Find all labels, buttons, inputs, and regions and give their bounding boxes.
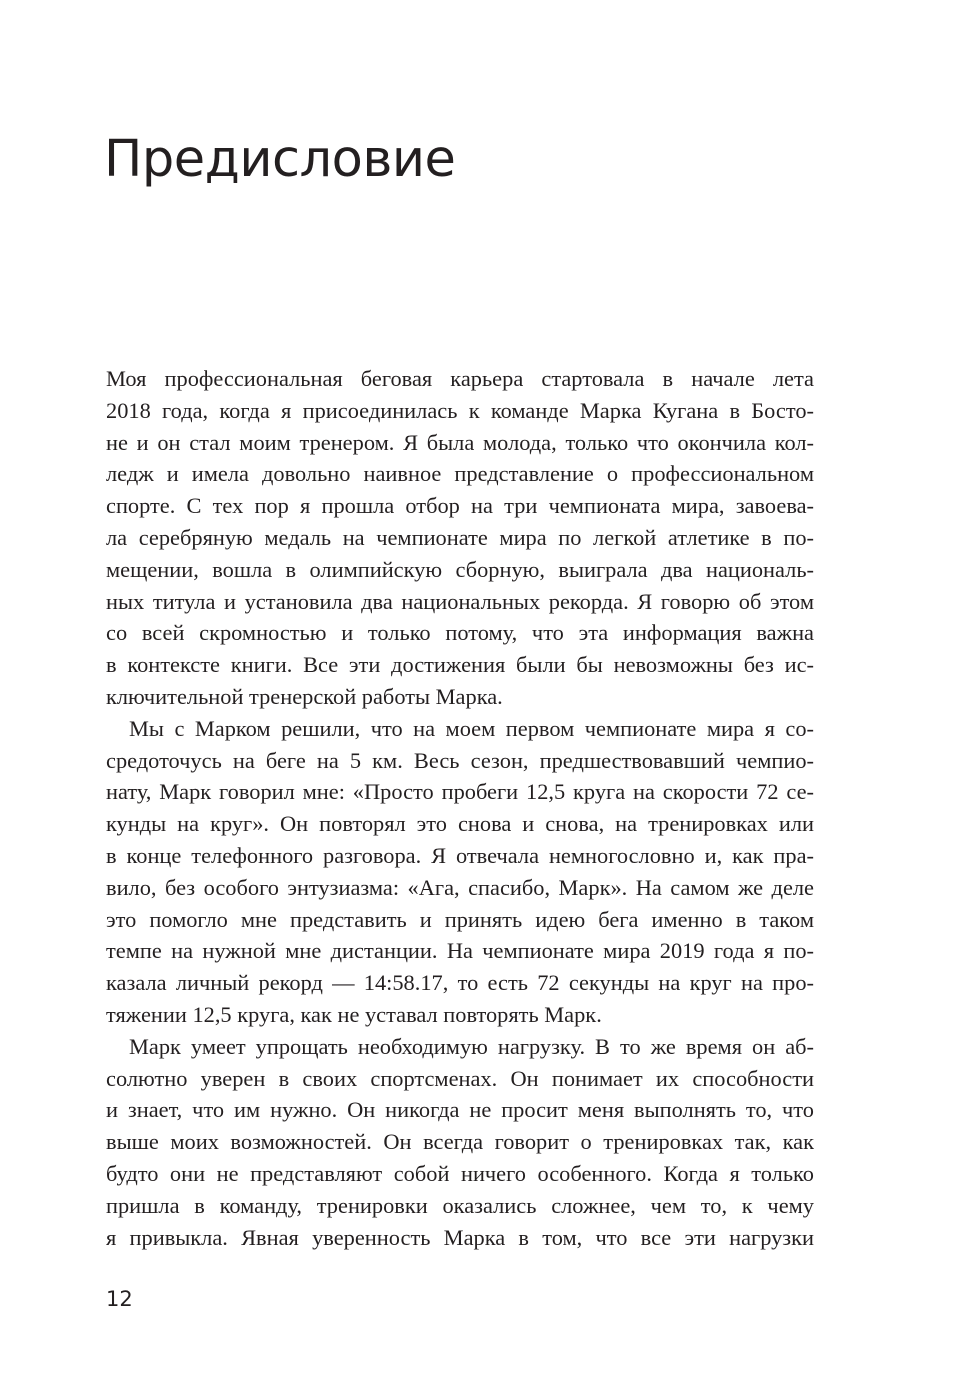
text-line: в контексте книги. Все эти достижения были бы невозможны без ис- (106, 652, 814, 678)
paragraph-2 (106, 713, 814, 1031)
text-line: средоточусь на беге на 5 км. Весь сезон, предшествовавший чемпио- (106, 747, 814, 773)
text-line: Марк умеет упрощать необходимую нагрузку. В то же время он аб- (129, 1033, 814, 1059)
text-line: кунды на круг». Он повторял это снова и снова, на тренировках или (106, 811, 814, 837)
text-line: спорте. С тех пор я прошла отбор на три чемпионата мира, завоева- (106, 493, 814, 519)
page-number: 12 (106, 1287, 133, 1311)
text-line: в конце телефонного разговора. Я отвечала немногословно и, как пра- (106, 842, 814, 868)
text-line: казала личный рекорд — 14:58.17, то есть 72 секунды на круг на про- (106, 970, 814, 996)
text-line: я привыкла. Явная уверенность Марка в том, что все эти нагрузки (106, 1224, 814, 1250)
text-line: со всей скромностью и только потому, что эта информация важна (106, 620, 814, 646)
text-line: ных титула и установила два национальных рекорда. Я говорю об этом (106, 588, 814, 614)
text-line: нату, Марк говорил мне: «Просто пробеги 12,5 круга на скорости 72 се- (106, 779, 814, 805)
text-line: 2018 года, когда я присоединилась к команде Марка Кугана в Босто- (106, 397, 814, 423)
text-line: мещении, вошла в олимпийскую сборную, выиграла два националь- (106, 556, 814, 582)
text-line: Моя профессиональная беговая карьера стартовала в начале лета (106, 366, 814, 391)
text-line: солютно уверен в своих спортсменах. Он понимает их способности (106, 1065, 814, 1091)
chapter-title: Предисловие (104, 130, 456, 189)
text-line: темпе на нужной мне дистанции. На чемпионате мира 2019 года я по- (106, 938, 814, 964)
text-line: будто они не представляют собой ничего особенного. Когда я только (106, 1160, 814, 1186)
text-line: вило, без особого энтузиазма: «Ага, спасибо, Марк». На самом же деле (106, 874, 814, 900)
paragraph-3 (106, 1031, 814, 1254)
text-line: пришла в команду, тренировки оказались сложнее, чем то, к чему (106, 1192, 814, 1218)
text-line: это помогло мне представить и принять идею бега именно в таком (106, 906, 814, 932)
text-line: и знает, что им нужно. Он никогда не просит меня выполнять то, что (106, 1097, 814, 1123)
paragraph-1 (106, 363, 814, 713)
text-line: ла серебряную медаль на чемпионате мира по легкой атлетике в по- (106, 524, 814, 550)
text-line: не и он стал моим тренером. Я была молода, только что окончила кол- (106, 429, 814, 455)
text-line: ледж и имела довольно наивное представление о профессиональном (106, 461, 814, 487)
body-text (106, 363, 814, 1253)
text-line: выше моих возможностей. Он всегда говорит о тренировках так, как (106, 1129, 814, 1155)
text-line: ключительной тренерской работы Марка. (106, 683, 503, 709)
text-line: тяжении 12,5 круга, как не уставал повторять Марк. (106, 1001, 602, 1027)
text-line: Мы с Марком решили, что на моем первом чемпионате мира я со- (129, 715, 814, 741)
